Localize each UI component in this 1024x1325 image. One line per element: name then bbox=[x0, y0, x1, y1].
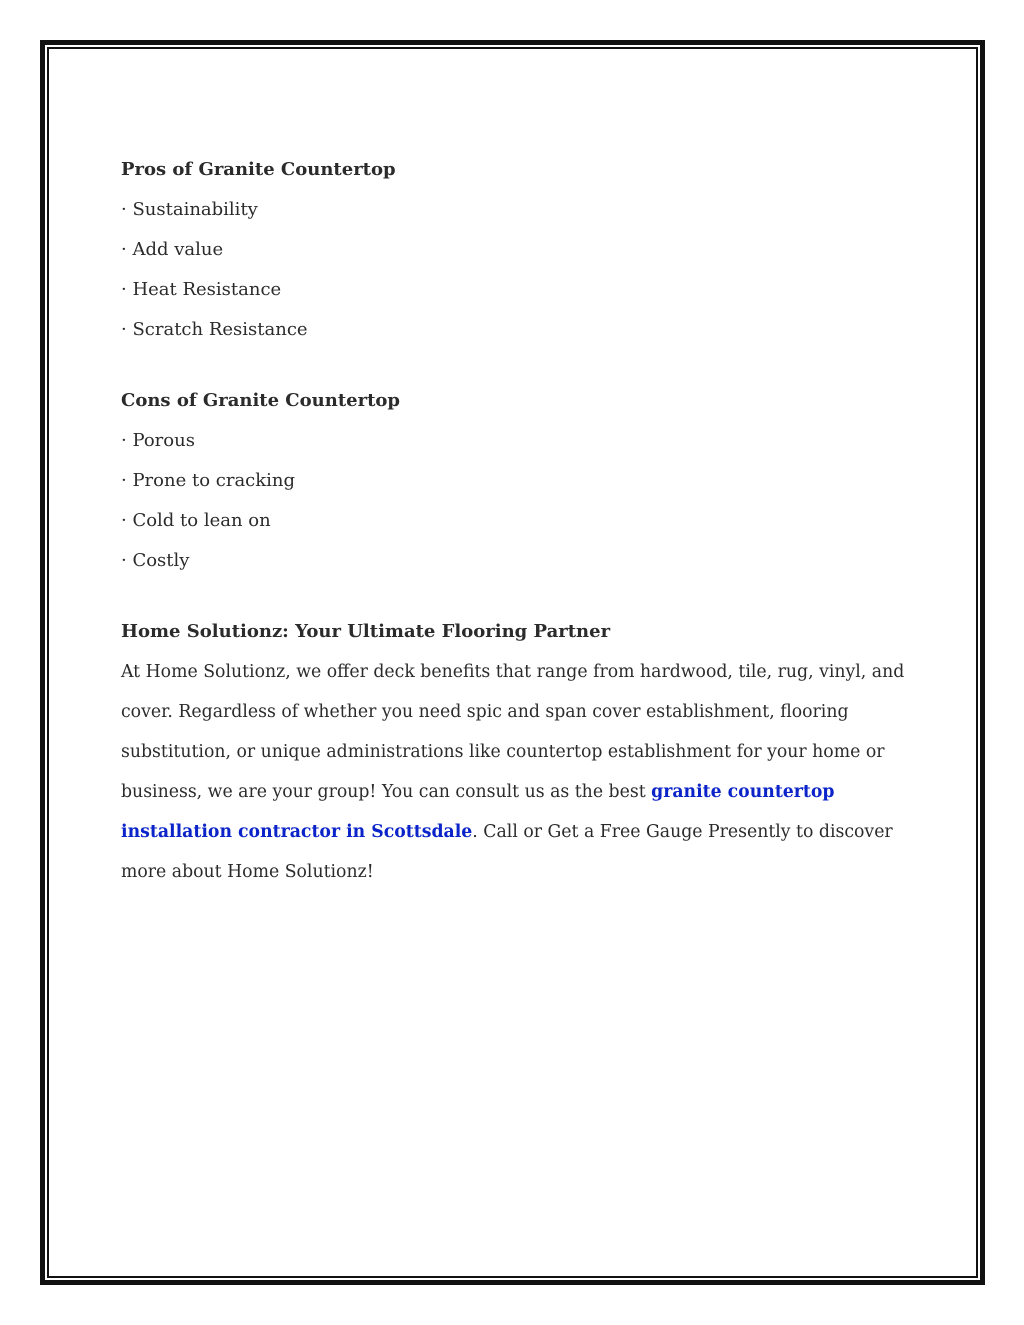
list-item: · Add value bbox=[121, 239, 224, 260]
section-spacer bbox=[121, 350, 911, 381]
pros-heading: Pros of Granite Countertop bbox=[121, 159, 396, 180]
pros-list bbox=[121, 190, 911, 350]
cons-list bbox=[121, 421, 911, 581]
contractor-link[interactable]: granite countertop installation contractor in Scottsdale bbox=[121, 782, 835, 842]
list-item: · Costly bbox=[121, 550, 190, 571]
list-item: · Scratch Resistance bbox=[121, 319, 308, 340]
about-heading: Home Solutionz: Your Ultimate Flooring Partner bbox=[121, 621, 611, 642]
list-item: · Porous bbox=[121, 430, 195, 451]
about-text-after-link: . Call or Get a Free Gauge Presently to discover more about Home Solutionz! bbox=[121, 822, 893, 882]
about-paragraph bbox=[121, 652, 911, 892]
list-item: · Heat Resistance bbox=[121, 279, 282, 300]
document-content bbox=[121, 150, 911, 892]
list-item: · Sustainability bbox=[121, 199, 258, 220]
cons-heading: Cons of Granite Countertop bbox=[121, 390, 400, 411]
list-item: · Prone to cracking bbox=[121, 470, 296, 491]
list-item: · Cold to lean on bbox=[121, 510, 271, 531]
about-text-before-link: At Home Solutionz, we offer deck benefits that range from hardwood, tile, rug, vinyl, and cover. Regardless of whether you need spic and span cover establishment, flooring substitution, or unique administrations like countertop establishment for your home or business, we are your group! You can consult us as the best bbox=[121, 662, 905, 802]
section-spacer bbox=[121, 581, 911, 612]
